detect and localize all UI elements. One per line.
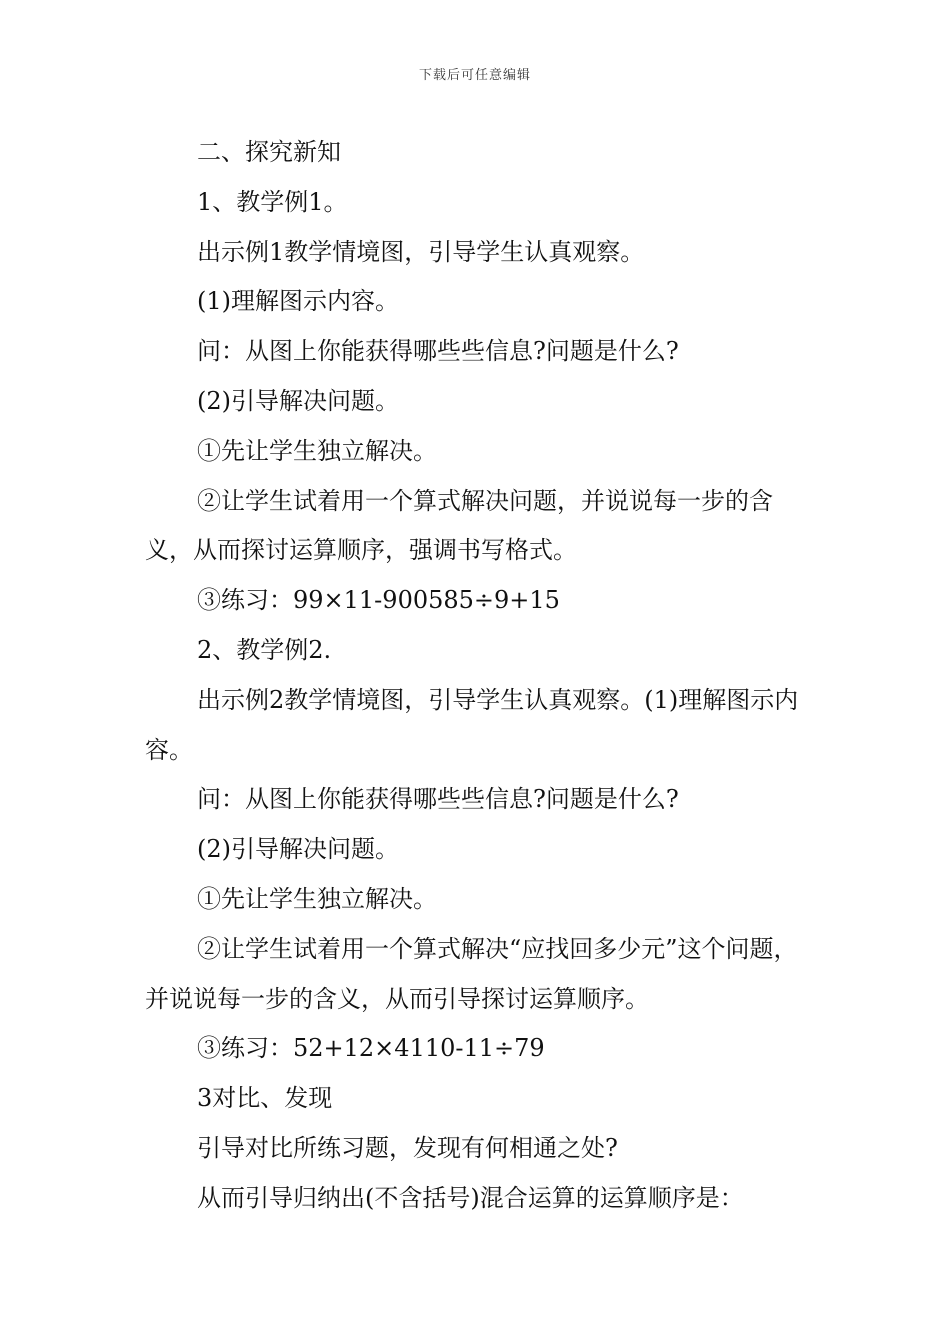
exercise-line: ③练习：52+12×4110-11÷79: [197, 1034, 545, 1063]
paragraph: (2)引导解决问题。: [197, 386, 399, 415]
example-heading: 1、教学例1。: [197, 187, 348, 216]
paragraph: 问：从图上你能获得哪些些信息?问题是什么?: [197, 337, 679, 366]
exercise-line: ③练习：99×11-900585÷9+15: [197, 586, 560, 615]
example-heading: 2、教学例2.: [197, 635, 332, 664]
paragraph: 问：从图上你能获得哪些些信息?问题是什么?: [197, 785, 679, 814]
paragraph: ①先让学生独立解决。: [197, 436, 437, 465]
section-heading: 二、探究新知: [197, 138, 341, 166]
paragraph: ①先让学生独立解决。: [197, 884, 437, 913]
paragraph: 出示例1教学情境图，引导学生认真观察。: [197, 237, 645, 266]
paragraph: 出示例2教学情境图，引导学生认真观察。(1)理解图示内容。: [145, 685, 799, 764]
document-body: [145, 128, 810, 1224]
paragraph: ②让学生试着用一个算式解决“应找回多少元”这个问题，并说说每一步的含义，从而引导探讨运算顺序。: [145, 934, 798, 1013]
paragraph: 引导对比所练习题，发现有何相通之处?: [197, 1133, 618, 1162]
section-heading: 3对比、发现: [197, 1084, 333, 1113]
page-header: 下载后可任意编辑: [418, 68, 531, 83]
paragraph: ②让学生试着用一个算式解决问题，并说说每一步的含义，从而探讨运算顺序，强调书写格式。: [145, 486, 773, 565]
paragraph: (2)引导解决问题。: [197, 835, 399, 864]
paragraph: (1)理解图示内容。: [197, 287, 399, 316]
paragraph: 从而引导归纳出(不含括号)混合运算的运算顺序是：: [197, 1183, 744, 1212]
